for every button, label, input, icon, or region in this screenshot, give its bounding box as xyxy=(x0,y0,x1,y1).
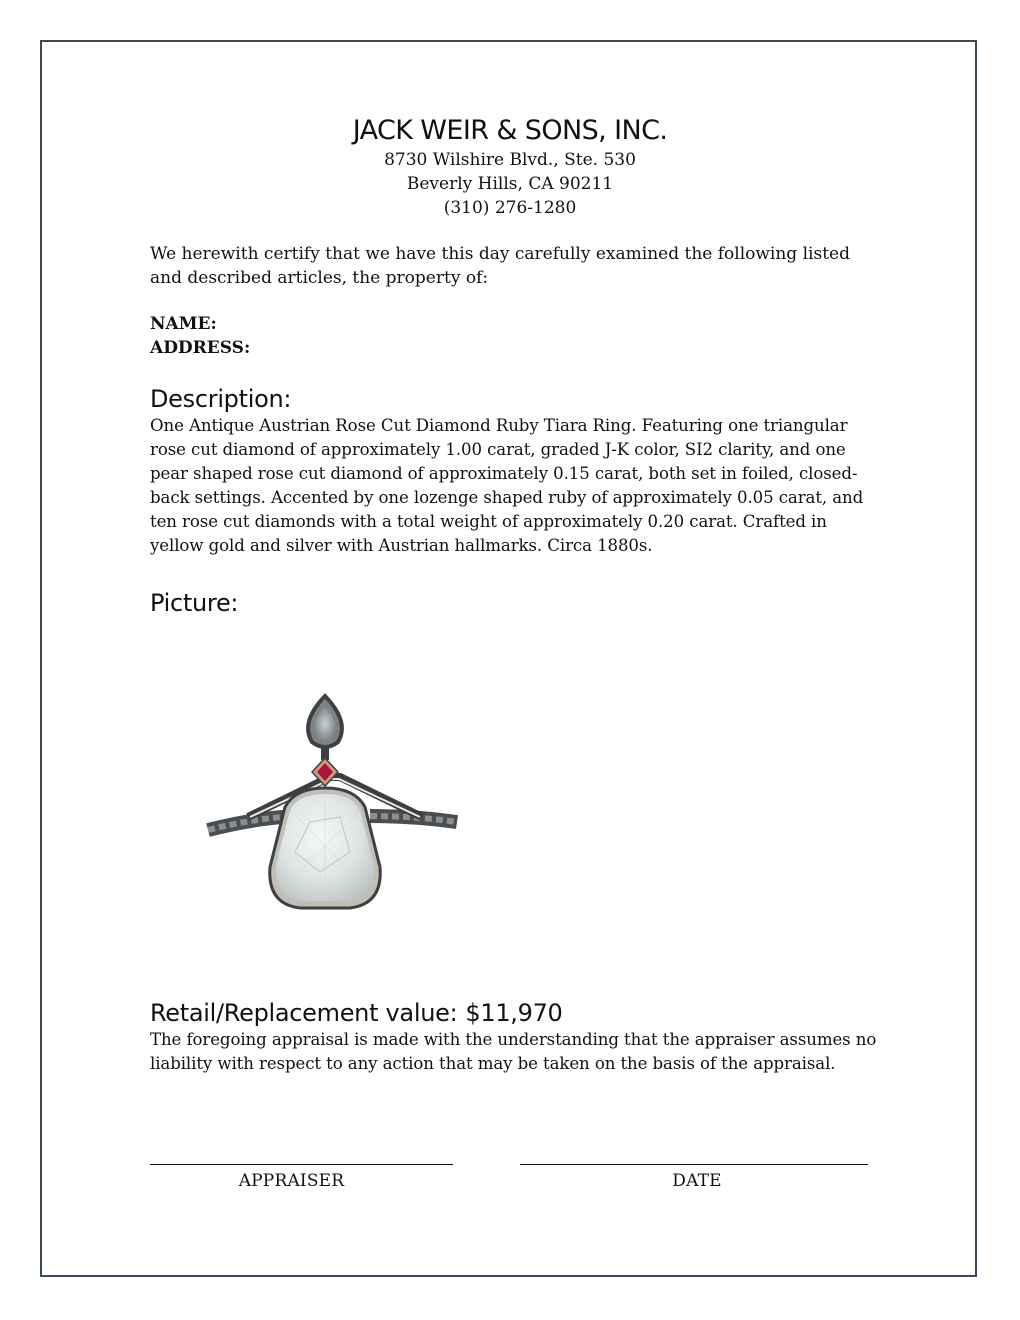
certification-intro: We herewith certify that we have this day carefully examined the following listed and described articles, the property of: xyxy=(150,244,850,288)
date-signature-line xyxy=(520,1164,868,1165)
picture-section xyxy=(150,588,880,618)
disclaimer-text: The foregoing appraisal is made with the understanding that the appraiser assumes no liability with respect to any action that may be taken on the basis of the appraisal. xyxy=(150,1030,877,1073)
name-label: NAME: xyxy=(150,314,217,334)
picture-heading: Picture: xyxy=(150,589,239,617)
value-amount: $11,970 xyxy=(465,999,563,1027)
description-heading: Description: xyxy=(150,385,292,413)
value-label: Retail/Replacement value: xyxy=(150,999,458,1027)
ring-photo xyxy=(200,682,465,922)
value-section xyxy=(150,998,880,1076)
address-line-2: Beverly Hills, CA 90211 xyxy=(406,174,614,194)
letterhead xyxy=(0,114,1020,220)
address-label: ADDRESS: xyxy=(150,338,251,358)
appraiser-label: APPRAISER xyxy=(238,1171,345,1191)
date-label: DATE xyxy=(672,1171,722,1191)
appraiser-signature-line xyxy=(150,1164,453,1165)
value-heading-row xyxy=(150,998,880,1028)
owner-info xyxy=(150,312,880,360)
company-name: JACK WEIR & SONS, INC. xyxy=(352,115,668,146)
description-section xyxy=(150,384,880,558)
address-line-1: 8730 Wilshire Blvd., Ste. 530 xyxy=(384,150,636,170)
page-border xyxy=(40,40,977,1277)
phone-number: (310) 276-1280 xyxy=(443,198,577,218)
description-text: One Antique Austrian Rose Cut Diamond Ruby Tiara Ring. Featuring one triangular rose cut diamond of approximately 1.00 carat, graded J-K color, SI2 clarity, and one pear shaped rose cut diamond of approximately 0.15 carat, both set in foiled, closed-back settings. Accented by one lozenge shaped ruby of approximately 0.05 carat, and ten rose cut diamonds with a total weight of approximately 0.20 carat. Crafted in yellow gold and silver with Austrian hallmarks. Circa 1880s. xyxy=(150,416,864,555)
